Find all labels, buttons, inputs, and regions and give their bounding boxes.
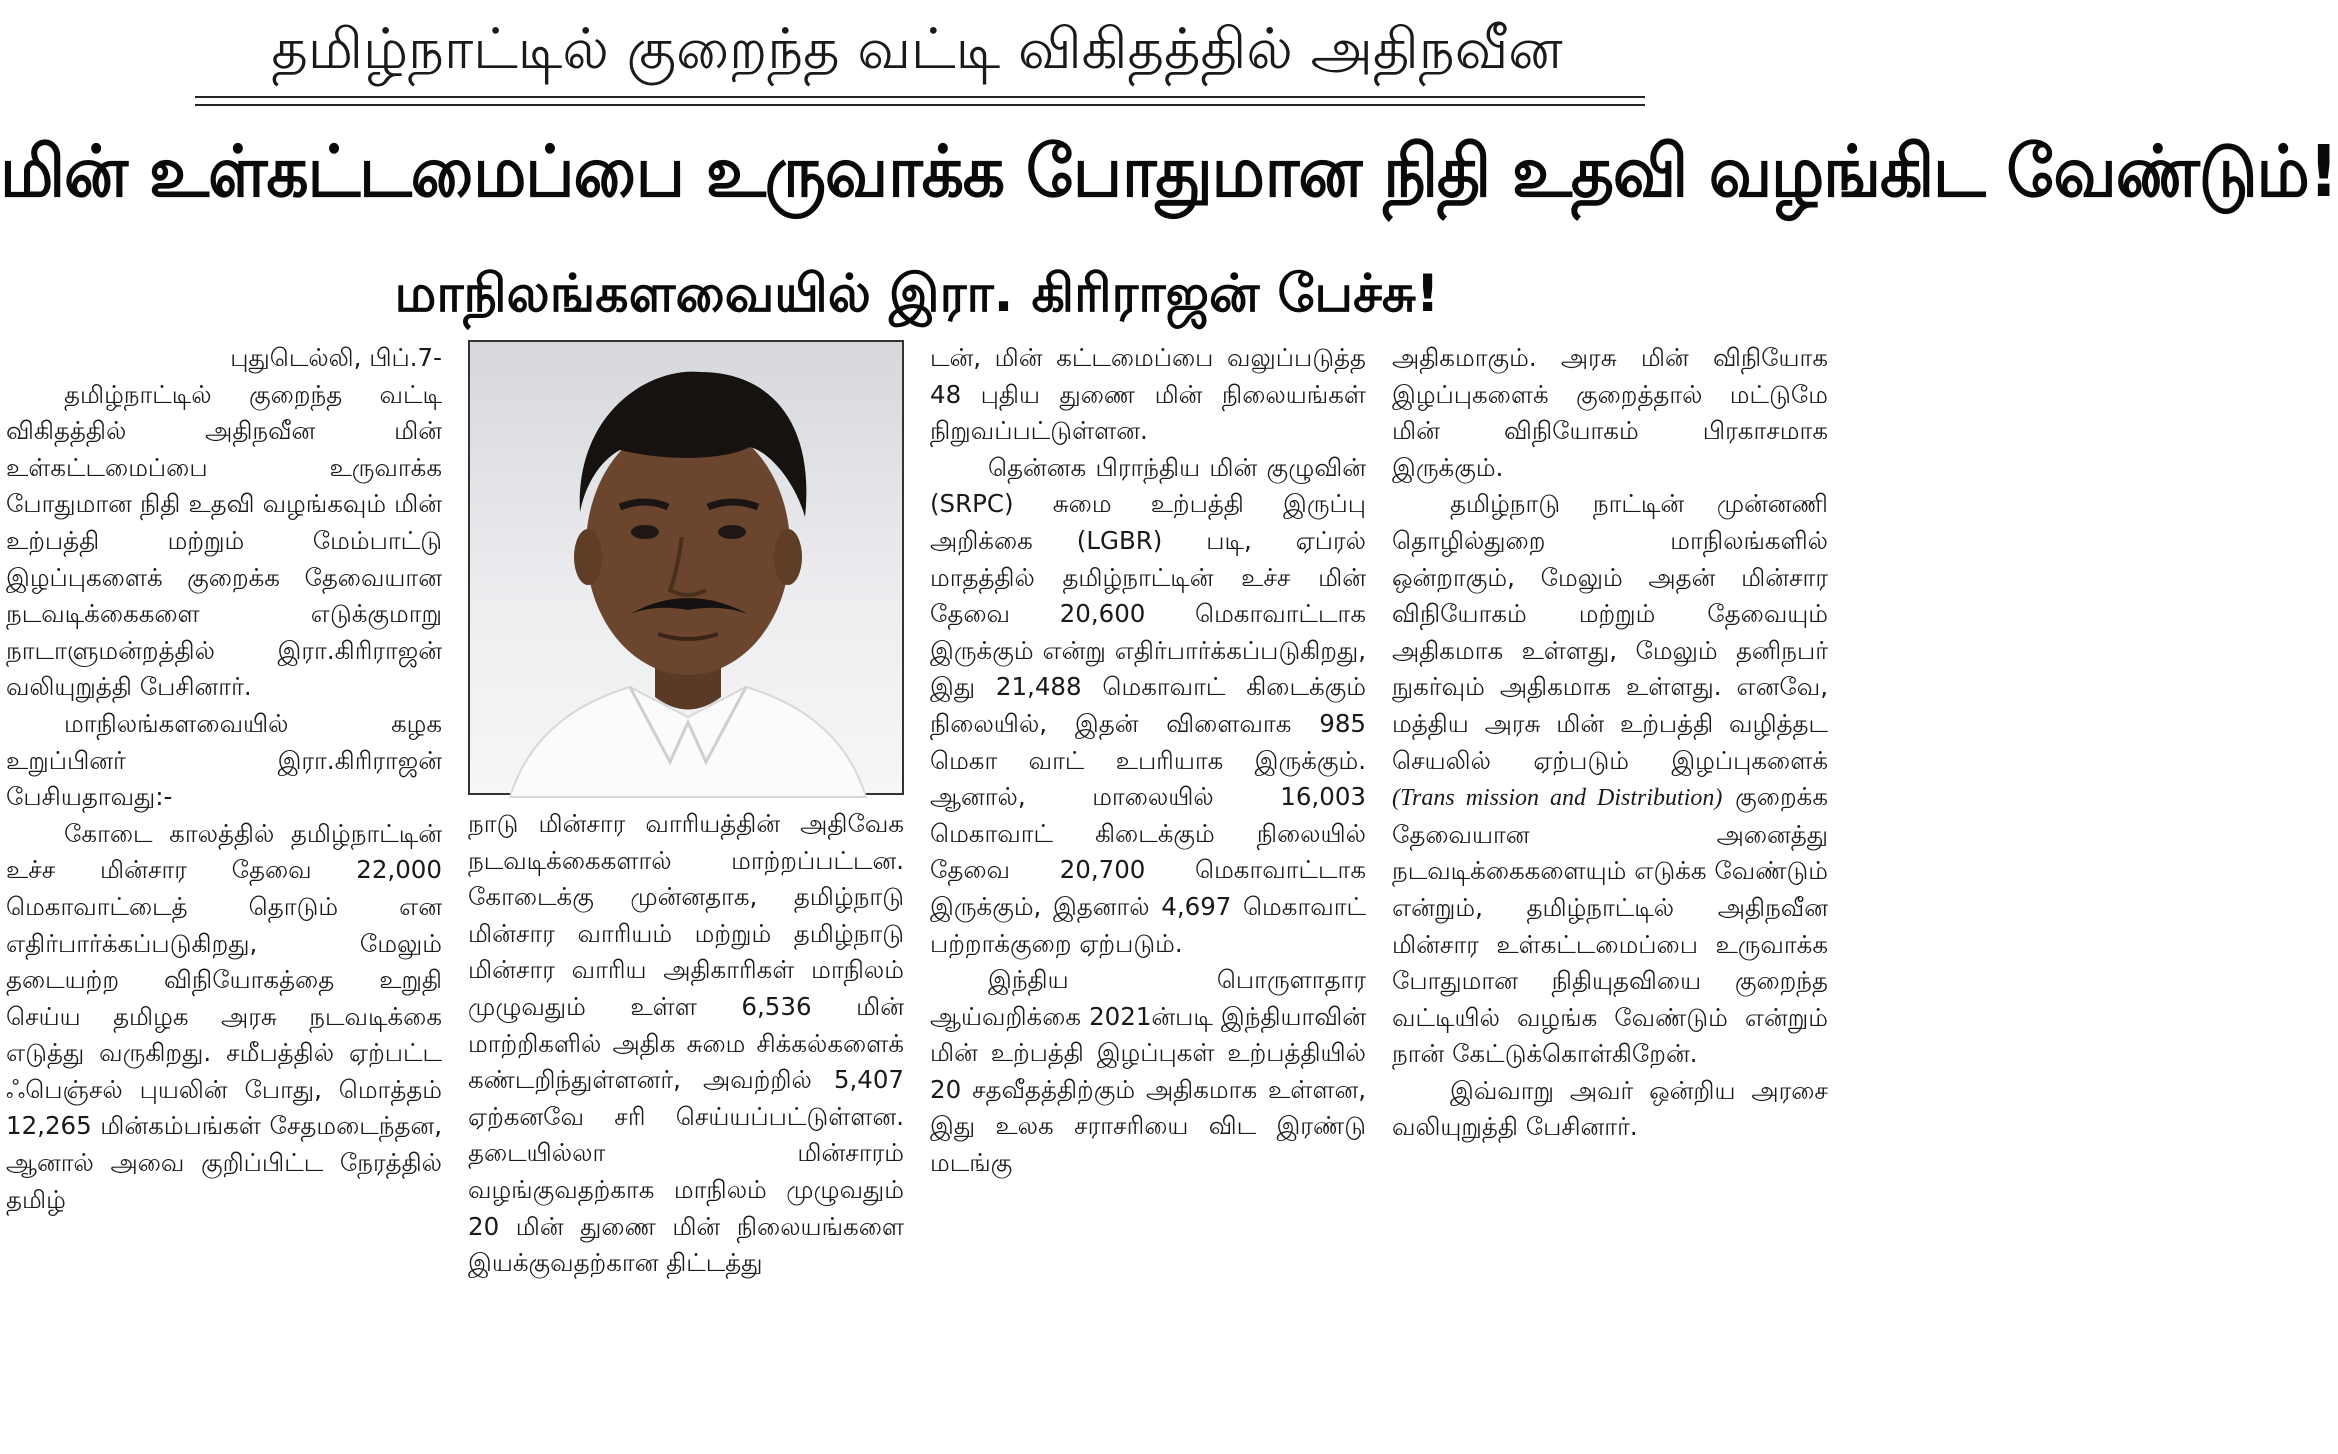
kicker-rule: [195, 96, 1645, 98]
article-kicker: தமிழ்நாட்டில் குறைந்த வட்டி விகிதத்தில் அதிநவீன: [271, 17, 1563, 82]
paragraph: இவ்வாறு அவர் ஒன்றிய அரசை வலியுறுத்தி பேசினார்.: [1392, 1075, 1828, 1142]
paragraph: கோடை காலத்தில் தமிழ்நாட்டின் உச்ச மின்சார தேவை 22,000 மெகாவாட்டைத் தொடும் என எதிர்பார்க்கப்படுகிறது, மேலும் தடையற்ற விநியோகத்தை உறுதி செய்ய தமிழக அரசு நடவடிக்கை எடுத்து வருகிறது. சமீபத்தில் ஏற்பட்ட ஃபெஞ்சல் புயலின் போது, மொத்தம் 12,265 மின்கம்பங்கள் சேதமடைந்தன, ஆனால் அவை குறிப்பிட்ட நேரத்தில் தமிழ்: [6, 818, 442, 1214]
paragraph: நாடு மின்சார வாரியத்தின் அதிவேக நடவடிக்கைகளால் மாற்றப்பட்டன. கோடைக்கு முன்னதாக, தமிழ்நாடு மின்சார வாரியம் மற்றும் தமிழ்நாடு மின்சார வாரிய அதிகாரிகள் மாநிலம் முழுவதும் உள்ள 6,536 மின் மாற்றிகளில் அதிக சுமை சிக்கல்களைக் கண்டறிந்துள்ளனர், அவற்றில் 5,407 ஏற்கனவே சரி செய்யப்பட்டுள்ளன. தடையில்லா மின்சாரம் வழங்குவதற்காக மாநிலம் முழுவதும் 20 மின் துணை மின் நிலையங்களை இயக்குவதற்கான திட்டத்து: [468, 809, 904, 1278]
column-3: [930, 340, 1366, 1182]
column-4: [1392, 340, 1828, 1146]
english-term: (Trans mission and Distribution): [1392, 785, 1723, 812]
article-headline: மின் உள்கட்டமைப்பை உருவாக்க போதுமான நிதி உதவி வழங்கிட வேண்டும்!: [0, 129, 2338, 214]
paragraph: மாநிலங்களவையில் கழக உறுப்பினர் இரா.கிரிராஜன் பேசியதாவது:-: [6, 708, 442, 812]
portrait-photo: [468, 340, 904, 795]
column-2: [468, 806, 904, 1282]
paragraph-text: தமிழ்நாடு நாட்டின் முன்னணி தொழில்துறை மாநிலங்களில் ஒன்றாகும், மேலும் அதன் மின்சார விநியோகம் மற்றும் தேவையும் அதிகமாக உள்ளது, மேலும் தனிநபர் நுகர்வும் அதிகமாக உள்ளது. எனவே, மத்திய அரசு மின் உற்பத்தி வழித்தட செயலில் ஏற்படும் இழப்புகளைக்: [1392, 489, 1828, 775]
paragraph: டன், மின் கட்டமைப்பை வலுப்படுத்த 48 புதிய துணை மின் நிலையங்கள் நிறுவப்பட்டுள்ளன.: [930, 343, 1366, 446]
paragraph: இந்திய பொருளாதார ஆய்வறிக்கை 2021ன்படி இந்தியாவின் மின் உற்பத்தி இழப்புகள் உற்பத்தியில் 20 சதவீதத்திற்கும் அதிகமாக உள்ளன, இது உலக சராசரியை விட இரண்டு மடங்கு: [930, 965, 1366, 1178]
paragraph: தென்னக பிராந்திய மின் குழுவின் (SRPC) சுமை உற்பத்தி இருப்பு அறிக்கை (LGBR) படி, ஏப்ரல் மாதத்தில் தமிழ்நாட்டின் உச்ச மின் தேவை 20,600 மெகாவாட்டாக இருக்கும் என்று எதிர்பார்க்கப்படுகிறது, இது 21,488 மெகாவாட் கிடைக்கும் நிலையில், இதன் விளைவாக 985 மெகா வாட் உபரியாக இருக்கும். ஆனால், மாலையில் 16,003 மெகாவாட் கிடைக்கும் நிலையில் தேவை 20,700 மெகாவாட்டாக இருக்கும், இதனால் 4,697 மெகாவாட் பற்றாக்குறை ஏற்படும்.: [930, 452, 1366, 958]
portrait-illustration: [470, 342, 906, 797]
dateline: புதுடெல்லி, பிப்.7-: [230, 343, 442, 372]
paragraph: [1392, 486, 1828, 1073]
kicker-rule-lower: [195, 104, 1645, 106]
article-subhead: மாநிலங்களவையில் இரா. கிரிராஜன் பேச்சு!: [394, 264, 1440, 324]
column-1: [6, 340, 442, 1218]
paragraph: அதிகமாகும். அரசு மின் விநியோக இழப்புகளைக் குறைத்தால் மட்டுமே மின் விநியோகம் பிரகாசமாக இருக்கும்.: [1392, 343, 1828, 482]
paragraph-text: குறைக்க தேவையான அனைத்து நடவடிக்கைகளையும் எடுக்க வேண்டும் என்றும், தமிழ்நாட்டில் அதிநவீன மின்சார உள்கட்டமைப்பை உருவாக்க போதுமான நிதியுதவியை குறைந்த வட்டியில் வழங்க வேண்டும் என்றும் நான் கேட்டுக்கொள்கிறேன்.: [1392, 782, 1828, 1069]
paragraph: தமிழ்நாட்டில் குறைந்த வட்டி விகிதத்தில் அதிநவீன மின் உள்கட்டமைப்பை உருவாக்க போதுமான நிதி உதவி வழங்கவும் மின் உற்பத்தி மற்றும் மேம்பாட்டு இழப்புகளைக் குறைக்க தேவையான நடவடிக்கைகளை எடுக்குமாறு நாடாளுமன்றத்தில் இரா.கிரிராஜன் வலியுறுத்தி பேசினார்.: [6, 379, 442, 702]
